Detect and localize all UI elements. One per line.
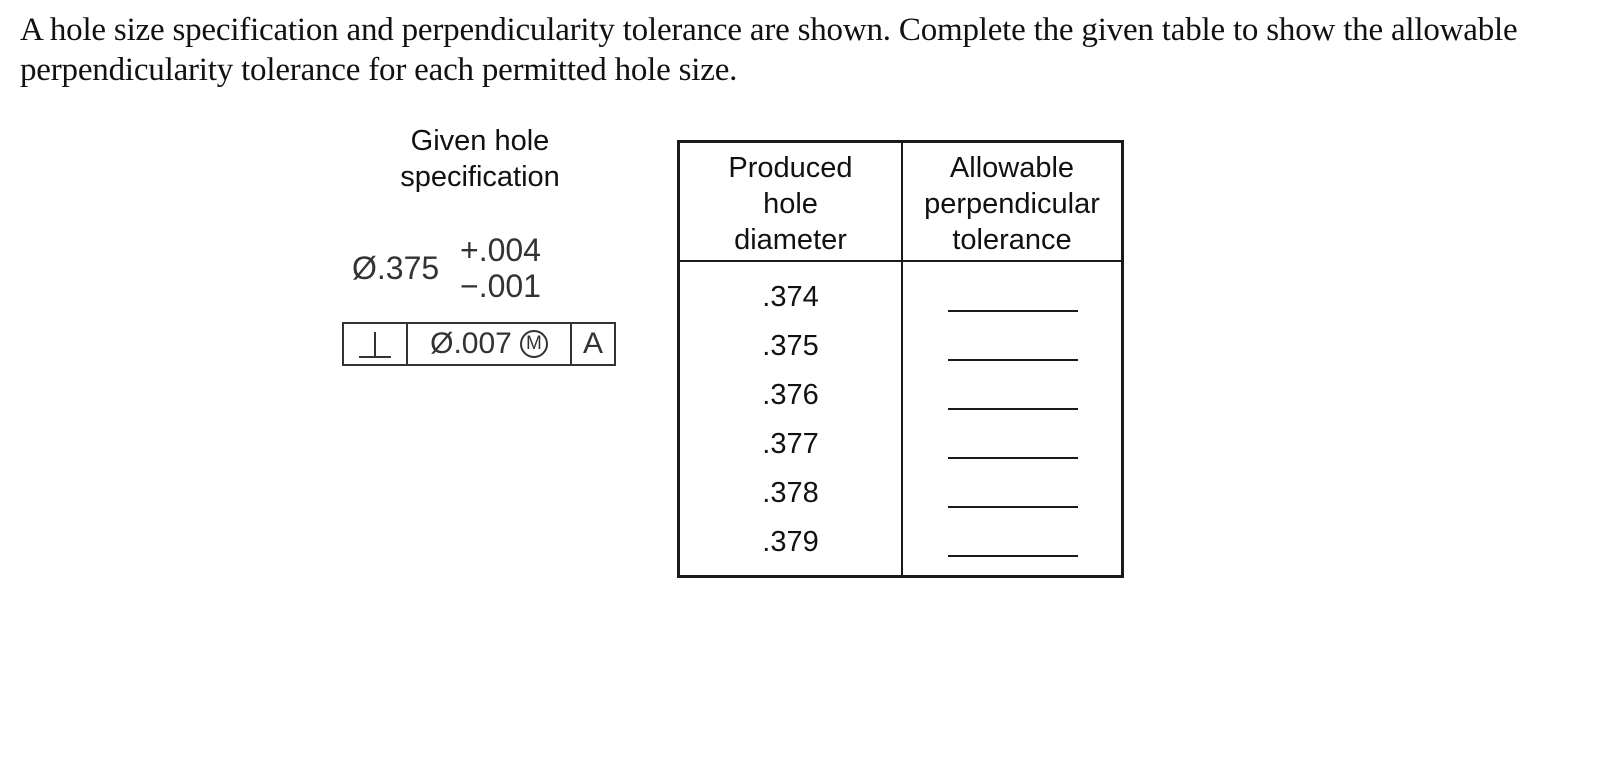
produced-diameter: .375: [762, 330, 819, 362]
header-line: tolerance: [952, 224, 1072, 256]
spec-heading-line: Given hole: [410, 125, 550, 157]
answer-blank[interactable]: [948, 310, 1078, 312]
spec-heading-line: specification: [400, 161, 560, 193]
produced-diameter: .378: [762, 477, 819, 509]
datum-reference: A: [582, 327, 603, 360]
answer-blank[interactable]: [948, 506, 1078, 508]
answer-blank[interactable]: [948, 408, 1078, 410]
header-line: hole: [763, 188, 818, 220]
header-line: perpendicular: [924, 188, 1100, 220]
header-line: Produced: [728, 152, 853, 184]
produced-diameter: .377: [762, 428, 819, 460]
table-row: [680, 518, 1121, 567]
table-row: [680, 469, 1121, 518]
perpendicularity-icon: [344, 324, 408, 364]
produced-diameter: .379: [762, 526, 819, 558]
mmc-modifier-icon: M: [520, 330, 548, 358]
perpendicularity-symbol-graphic: [355, 328, 395, 360]
header-divider: [680, 260, 1121, 262]
header-allowable-tolerance: [903, 150, 1121, 258]
answer-blank[interactable]: [948, 555, 1078, 557]
produced-diameter: .374: [762, 281, 819, 313]
header-line: diameter: [734, 224, 847, 256]
table-row: [680, 371, 1121, 420]
feature-control-frame: [342, 322, 616, 366]
header-line: Allowable: [949, 152, 1075, 184]
table-row: [680, 322, 1121, 371]
geometric-tolerance: [408, 324, 572, 364]
nominal-diameter: Ø.375: [352, 250, 440, 286]
answer-blank[interactable]: [948, 457, 1078, 459]
produced-diameter: .376: [762, 379, 819, 411]
table-row: [680, 420, 1121, 469]
tolerance-table: [677, 140, 1124, 578]
answer-blank[interactable]: [948, 359, 1078, 361]
table-row: [680, 273, 1121, 322]
tolerance-value: Ø.007: [430, 327, 512, 360]
header-produced-hole-diameter: [680, 150, 901, 258]
problem-prompt: A hole size specification and perpendicularity tolerance are shown. Complete the given table to show the allowable perpendicularity tolerance for each permitted hole size.: [20, 12, 1518, 88]
lower-tolerance: −.001: [460, 268, 541, 304]
upper-tolerance: +.004: [460, 232, 541, 268]
spec-heading: [380, 123, 580, 195]
size-tolerance: [460, 232, 541, 304]
